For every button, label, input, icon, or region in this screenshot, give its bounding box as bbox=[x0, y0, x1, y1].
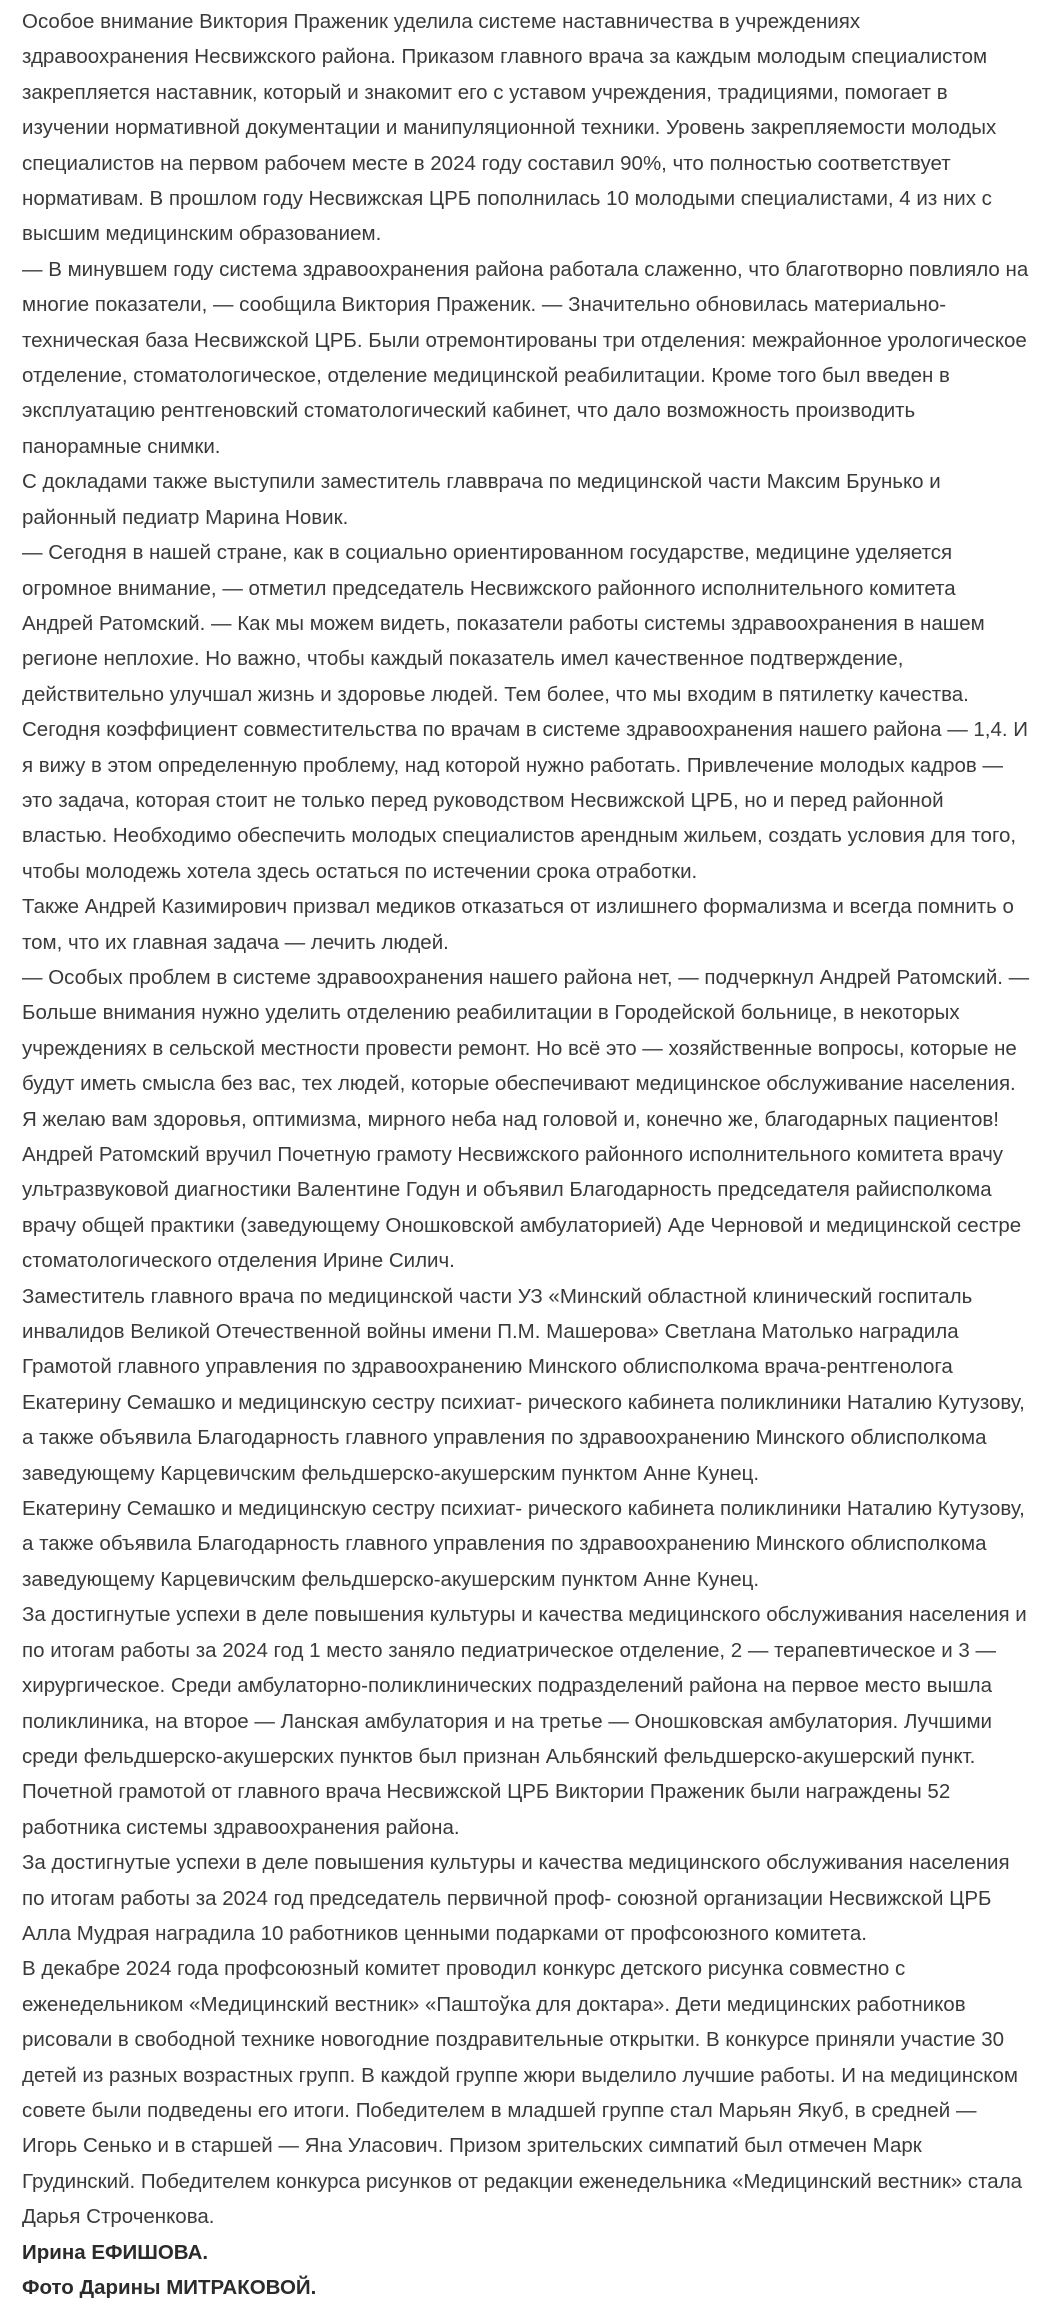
article-paragraph: Особое внимание Виктория Праженик уделила системе наставничества в учреждениях здравоохранения Несвижского района. Приказом главного врача за каждым молодым специалистом закрепляется наставник, который и знакомит его с уставом учреждения, традициями, помогает в изучении нормативной документации и манипуляционной техники. Уровень закрепляемости молодых специалистов на первом рабочем месте в 2024 году составил 90%, что полностью соответствует нормативам. В прошлом году Несвижская ЦРБ пополнилась 10 молодыми специалистами, 4 из них с высшим медицинским образованием. bbox=[22, 10, 997, 246]
article-body bbox=[22, 4, 1032, 2305]
article-paragraph: За достигнутые успехи в деле повышения культуры и качества медицинского обслуживания населения по итогам работы за 2024 год председатель первичной проф- союзной организации Несвижской ЦРБ Алла Мудрая наградила 10 работников ценными подарками от профсоюзного комитета. bbox=[22, 1851, 1010, 1945]
article-paragraph: Андрей Ратомский вручил Почетную грамоту Несвижского районного исполнительного комитета врачу ультразвуковой диагностики Валентине Годун и объявил Благодарность председателя райисполкома врачу общей практики (заведующему Оношковской амбулаторией) Аде Черновой и медицинской сестре стоматологического отделения Ирине Силич. bbox=[22, 1143, 1022, 1273]
article-paragraph: — В минувшем году система здравоохранения района работала слаженно, что благотворно повлияло на многие показатели, — сообщила Виктория Праженик. — Значительно обновилась материально-техническая база Несвижской ЦРБ. Были отремонтированы три отделения: межрайонное урологическое отделение, стоматологическое, отделение медицинской реабилитации. Кроме того был введен в эксплуатацию рентгеновский стоматологический кабинет, что дало возможность производить панорамные снимки. bbox=[22, 257, 1029, 458]
article-paragraph: — Сегодня в нашей стране, как в социально ориентированном государстве, медицине уделяется огромное внимание, — отметил председатель Несвижского районного исполнительного комитета Андрей Ратомский. — Как мы можем видеть, показатели работы системы здравоохранения в нашем регионе неплохие. Но важно, чтобы каждый показатель имел качественное подтверждение, действительно улучшал жизнь и здоровье людей. Тем более, что мы входим в пятилетку качества. Сегодня коэффициент совместительства по врачам в системе здравоохранения нашего района — 1,4. И я вижу в этом определенную проблему, над которой нужно работать. Привлечение молодых кадров — это задача, которая стоит не только перед руководством Несвижской ЦРБ, но и перед районной властью. Необходимо обеспечить молодых специалистов арендным жильем, создать условия для того, чтобы молодежь хотела здесь остаться по истечении срока отработки. bbox=[22, 541, 1029, 883]
article-paragraph: Заместитель главного врача по медицинской части УЗ «Минский областной клинический госпиталь инвалидов Великой Отечественной войны имени П.М. Машерова» Светлана Матолько наградила Грамотой главного управления по здравоохранению Минского облисполкома врача-рентгенолога Екатерину Семашко и медицинскую сестру психиат- рического кабинета поликлиники Наталию Кутузову, а также объявила Благодарность главного управления по здравоохранению Минского облисполкома заведующему Карцевичским фельдшерско-акушерским пунктом Анне Кунец. bbox=[22, 1284, 1025, 1485]
article-paragraph: Екатерину Семашко и медицинскую сестру психиат- рического кабинета поликлиники Наталию Кутузову, а также объявила Благодарность главного управления по здравоохранению Минского облисполкома заведующему Карцевичским фельдшерско-акушерским пунктом Анне Кунец. bbox=[22, 1497, 1025, 1591]
photo-credit: Фото Дарины МИТРАКОВОЙ. bbox=[22, 2276, 317, 2299]
article-paragraph: Также Андрей Казимирович призвал медиков отказаться от излишнего формализма и всегда помнить о том, что их главная задача — лечить людей. bbox=[22, 895, 1014, 954]
article-paragraph: С докладами также выступили заместитель главврача по медицинской части Максим Брунько и районный педиатр Марина Новик. bbox=[22, 470, 941, 529]
article-paragraph: — Особых проблем в системе здравоохранения нашего района нет, — подчеркнул Андрей Ратомский. — Больше внимания нужно уделить отделению реабилитации в Городейской больнице, в некоторых учреждениях в сельской местности провести ремонт. Но всё это — хозяйственные вопросы, которые не будут иметь смысла без вас, тех людей, которые обеспечивают медицинское обслуживание населения. Я желаю вам здоровья, оптимизма, мирного неба над головой и, конечно же, благодарных пациентов! bbox=[22, 965, 1030, 1131]
article-paragraph: За достигнутые успехи в деле повышения культуры и качества медицинского обслуживания населения и по итогам работы за 2024 год 1 место заняло педиатрическое отделение, 2 — терапевтическое и 3 — хирургическое. Среди амбулаторно-поликлинических подразделений района на первое место вышла поликлиника, на второе — Ланская амбулатория и на третье — Оношковская амбулатория. Лучшими среди фельдшерско-акушерских пунктов был признан Альбянский фельдшерско-акушерский пункт. Почетной грамотой от главного врача Несвижской ЦРБ Виктории Праженик были награждены 52 работника системы здравоохранения района. bbox=[22, 1603, 1027, 1839]
author-signature: Ирина ЕФИШОВА. bbox=[22, 2240, 209, 2264]
article-paragraph: В декабре 2024 года профсоюзный комитет проводил конкурс детского рисунка совместно с еженедельником «Медицинский вестник» «Паштоўка для доктара». Дети медицинских работников рисовали в свободной технике новогодние поздравительные открытки. В конкурсе приняли участие 30 детей из разных возрастных групп. В каждой группе жюри выделило лучшие работы. И на медицинском совете были подведены его итоги. Победителем в младшей группе стал Марьян Якуб, в средней — Игорь Сенько и в старшей — Яна Уласович. Призом зрительских симпатий был отмечен Марк Грудинский. Победителем конкурса рисунков от редакции еженедельника «Медицинский вестник» стала Дарья Строченкова. bbox=[22, 1957, 1023, 2229]
